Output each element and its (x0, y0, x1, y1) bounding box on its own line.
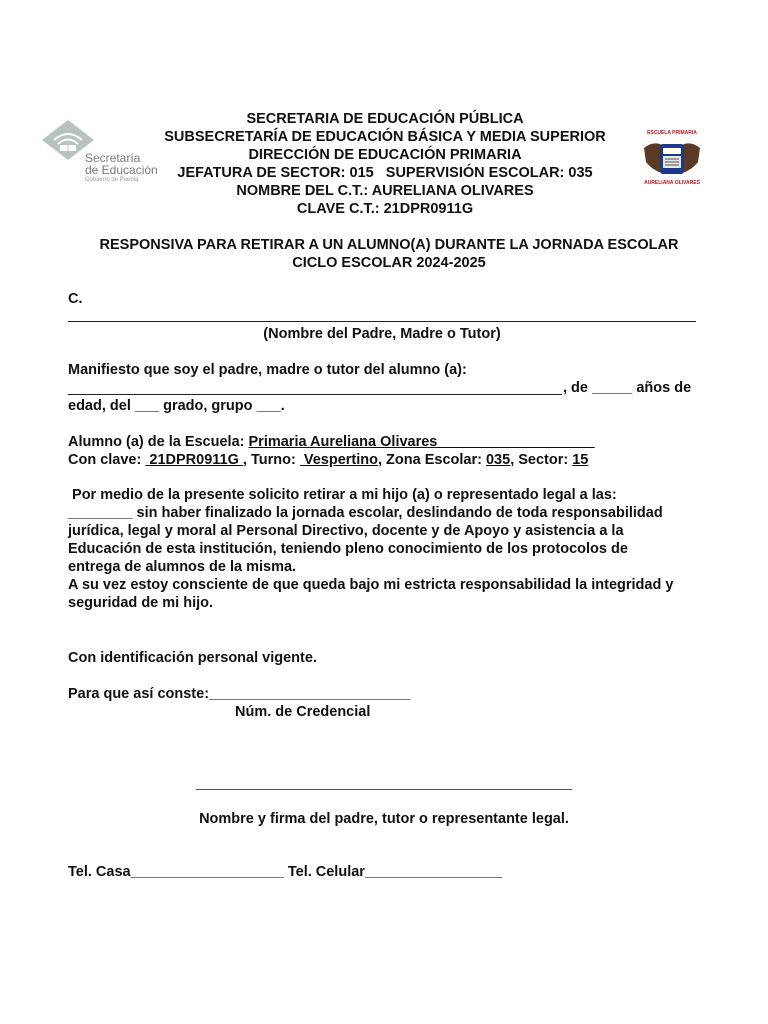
body-line-5: entrega de alumnos de la misma. (68, 559, 297, 575)
phone-fields[interactable]: Tel. Casa___________________ Tel. Celular_________________ (68, 864, 503, 880)
school-line (68, 433, 708, 451)
school-logo-top-text: ESCUELA PRIMARIA (647, 130, 697, 136)
document-header (160, 110, 610, 218)
header-line-2: SUBSECRETARÍA DE EDUCACIÓN BÁSICA Y MEDIA SUPERIOR (164, 129, 606, 145)
header-line-6: CLAVE C.T.: 21DPR0911G (296, 201, 474, 217)
document-title-line1: RESPONSIVA PARA RETIRAR A UN ALUMNO(A) DURANTE LA JORNADA ESCOLAR (99, 237, 679, 253)
signature-line[interactable] (196, 789, 572, 790)
zona-value: 035 (485, 452, 511, 468)
sector-label: , Sector: (510, 452, 573, 468)
clave-value: 21DPR0911G (145, 452, 243, 468)
school-name: Primaria Aureliana Olivares ___________________ (248, 434, 595, 450)
header-line-5: NOMBRE DEL C.T.: AURELIANA OLIVARES (236, 183, 534, 199)
manifiesto-line3: edad, del ___ grado, grupo ___. (68, 398, 285, 414)
body-line-3: jurídica, legal y moral al Personal Directivo, docente y de Apoyo y asistencia a la (68, 523, 624, 539)
credential-blank[interactable]: _________________________ (209, 686, 411, 702)
signature-caption: Nombre y firma del padre, tutor o representante legal. (199, 811, 569, 827)
secretaria-educacion-logo (40, 118, 165, 186)
document-title-line2: CICLO ESCOLAR 2024-2025 (292, 255, 486, 271)
logo-text-line2: de Educación (85, 163, 158, 177)
conste-line (68, 685, 708, 703)
recipient-prefix: C. (68, 291, 83, 307)
clave-line (68, 451, 708, 469)
sector-value: 15 (572, 452, 589, 468)
identification-text: Con identificación personal vigente. (68, 650, 317, 666)
logo-text-line1: Secretaría (85, 151, 141, 165)
body-line-1: Por medio de la presente solicito retirar a mi hijo (a) o representado legal a las: (68, 487, 617, 503)
student-name-line[interactable] (68, 394, 562, 395)
credential-caption: Núm. de Credencial (235, 704, 371, 720)
school-label: Alumno (a) de la Escuela: (68, 434, 249, 450)
header-line-3: DIRECCIÓN DE EDUCACIÓN PRIMARIA (248, 147, 522, 163)
turno-label: , Turno: (242, 452, 300, 468)
header-line-1: SECRETARIA DE EDUCACIÓN PÚBLICA (246, 111, 524, 127)
header-line-4: JEFATURA DE SECTOR: 015 SUPERVISIÓN ESCOLAR: 035 (177, 165, 593, 181)
recipient-name-line[interactable] (68, 321, 696, 322)
body-line-2: ________ sin haber finalizado la jornada escolar, deslindando de toda responsabilidad (68, 505, 663, 521)
body-line-7: seguridad de mi hijo. (68, 595, 214, 611)
body-line-6: A su vez estoy consciente de que queda bajo mi estricta responsabilidad la integridad y (68, 577, 674, 593)
manifiesto-line1: Manifiesto que soy el padre, madre o tutor del alumno (a): (68, 362, 467, 378)
manifiesto-line2-end: , de _____ años de (563, 380, 692, 396)
conste-label: Para que así conste: (68, 686, 210, 702)
recipient-caption: (Nombre del Padre, Madre o Tutor) (263, 326, 501, 342)
school-logo (640, 130, 704, 190)
turno-value: Vespertino (299, 452, 378, 468)
school-logo-bottom-text: AURELIANA OLIVARES (644, 180, 700, 186)
logo-text-line3: Gobierno de Puebla (85, 177, 139, 183)
clave-label: Con clave: (68, 452, 146, 468)
zona-label: , Zona Escolar: (378, 452, 486, 468)
body-line-4: Educación de esta institución, teniendo pleno conocimiento de los protocolos de (68, 541, 628, 557)
